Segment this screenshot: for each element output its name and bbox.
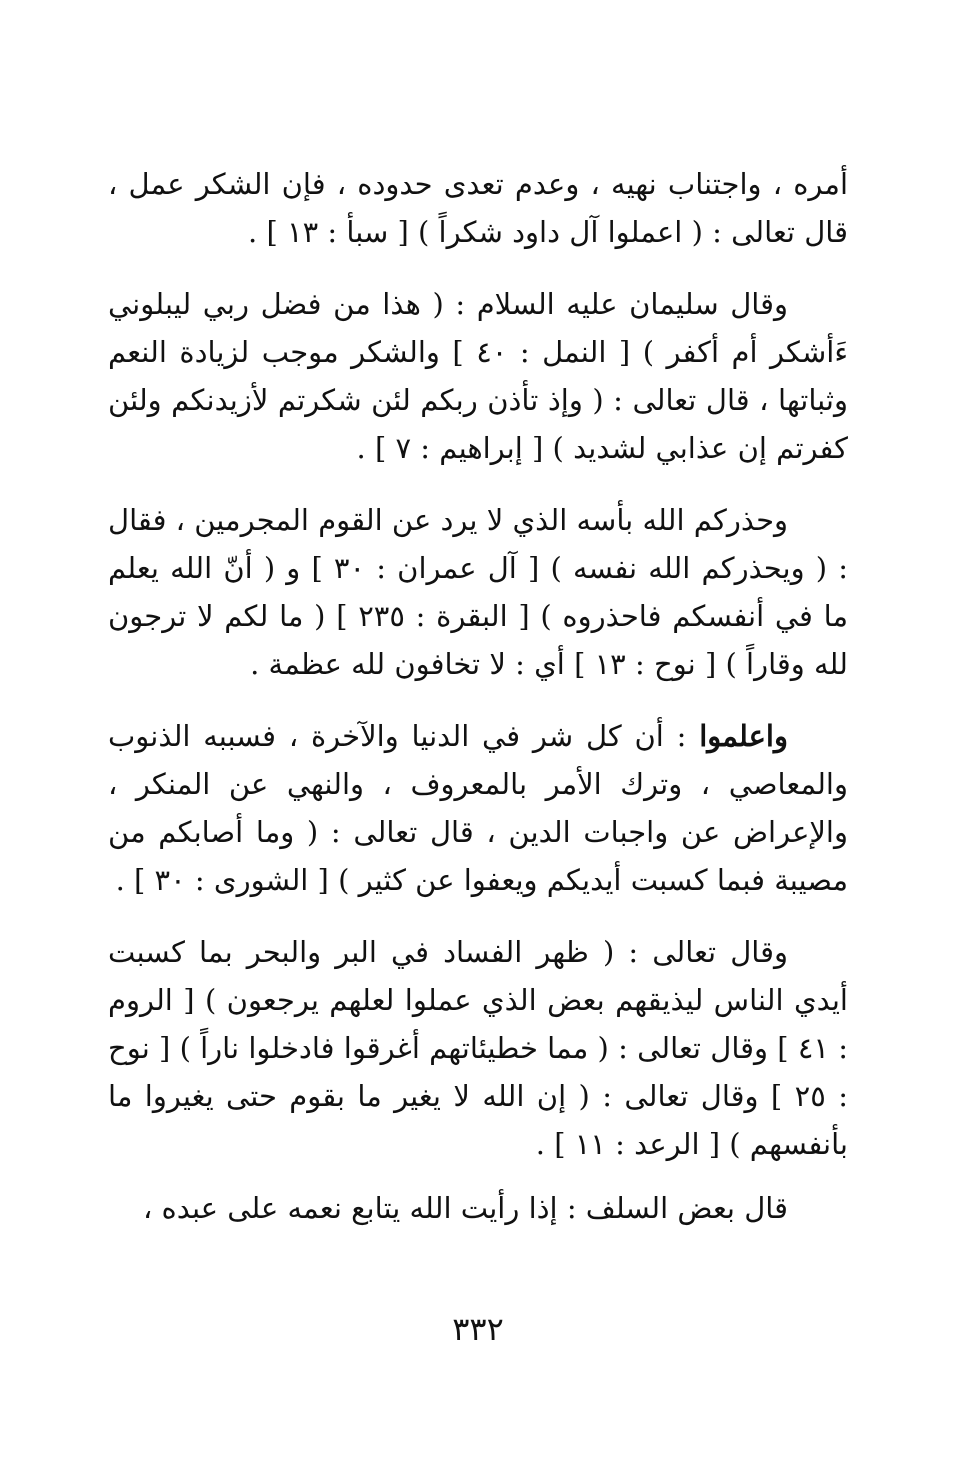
paragraph-5: وقال تعالى : ( ظهر الفساد في البر والبحر بما كسبت أيدي الناس ليذيقهم بعض الذي عملوا لعلهم يرجعون ) [ الروم : ٤١ ] وقال تعالى : ( مما خطيئاتهم أغرقوا فادخلوا ناراً ) [ نوح : ٢٥ ] وقال تعالى : ( إن الله لا يغير ما بقوم حتى يغيروا ما بأنفسهم ) [ الرعد : ١١ ] .: [108, 935, 848, 1161]
paragraph-4: [108, 712, 848, 904]
paragraph-1: أمره ، واجتناب نهيه ، وعدم تعدى حدوده ، فإن الشكر عمل ، قال تعالى : ( اعملوا آل داود شكراً ) [ سبأ : ١٣ ] .: [108, 167, 848, 249]
page-number: ٣٣٢: [452, 1310, 504, 1348]
paragraph-6: قال بعض السلف : إذا رأيت الله يتابع نعمه على عبده ،: [142, 1191, 788, 1225]
paragraph-4-text: : أن كل شر في الدنيا والآخرة ، فسببه الذنوب والمعاصي ، وترك الأمر بالمعروف ، والنهي عن المنكر ، والإعراض عن واجبات الدين ، قال تعالى : ( وما أصابكم من مصيبة فبما كسبت أيديكم ويعفوا عن كثير ) [ الشورى : ٣٠ ] .: [108, 719, 848, 897]
paragraph-2: وقال سليمان عليه السلام : ( هذا من فضل ربي ليبلوني ءَأشكر أم أكفر ) [ النمل : ٤٠ ] والشكر موجب لزيادة النعم وثباتها ، قال تعالى : ( وإذ تأذن ربكم لئن شكرتم لأزيدنكم ولئن كفرتم إن عذابي لشديد ) [ إبراهيم : ٧ ] .: [108, 287, 848, 465]
paragraph-3: وحذركم الله بأسه الذي لا يرد عن القوم المجرمين ، فقال : ( ويحذركم الله نفسه ) [ آل عمران : ٣٠ ] و ( أنّ الله يعلم ما في أنفسكم فاحذروه ) [ البقرة : ٢٣٥ ] ( ما لكم لا ترجون لله وقاراً ) [ نوح : ١٣ ] أي : لا تخافون لله عظمة .: [108, 503, 848, 681]
paragraph-4-lead: واعلموا: [699, 719, 788, 753]
page-body: [108, 160, 848, 1256]
